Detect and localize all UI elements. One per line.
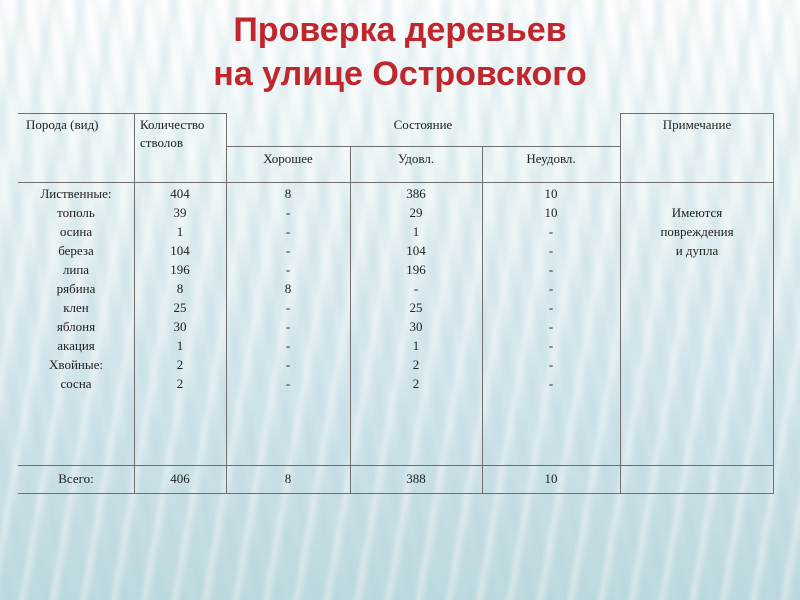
unsatisfactory-cell: - [548, 300, 554, 315]
state-subheader-border [226, 146, 620, 147]
satisfactory-cell: 1 [412, 224, 420, 239]
species-cell: клен [63, 300, 89, 315]
header-count: Количество стволов [140, 117, 205, 150]
column-satisfactory [350, 184, 482, 393]
note-line: и дупла [675, 243, 719, 258]
satisfactory-cell: 1 [412, 338, 420, 353]
species-cell: яблоня [56, 319, 96, 334]
count-cell: 2 [176, 376, 184, 391]
count-cell: 196 [170, 262, 190, 277]
note-line: Имеются [671, 205, 723, 220]
col-divider-5 [620, 113, 621, 493]
species-cell: тополь [57, 205, 95, 220]
satisfactory-cell: 386 [406, 186, 426, 201]
note-line: повреждения [660, 224, 734, 239]
header-satisfactory: Удовл. [397, 151, 435, 166]
species-cell: акация [57, 338, 95, 353]
count-cell: 39 [173, 205, 187, 220]
good-cell: 8 [284, 281, 292, 296]
table-right-border [773, 113, 774, 493]
unsatisfactory-cell: - [548, 357, 554, 372]
unsatisfactory-cell: - [548, 338, 554, 353]
title-line-2: на улице Островского [213, 55, 587, 93]
count-cell: 25 [173, 300, 187, 315]
satisfactory-cell: 25 [409, 300, 423, 315]
unsatisfactory-cell: - [548, 262, 554, 277]
unsatisfactory-cell: - [548, 319, 554, 334]
column-note [620, 203, 774, 260]
good-cell: - [285, 376, 291, 391]
column-good [226, 184, 350, 393]
species-cell: Хвойные: [49, 357, 103, 372]
total-count: 406 [170, 471, 190, 486]
species-cell: рябина [56, 281, 96, 296]
good-cell: - [285, 224, 291, 239]
unsatisfactory-cell: 10 [544, 205, 558, 220]
good-cell: - [285, 262, 291, 277]
species-cell: осина [59, 224, 93, 239]
species-cell: Лиственные: [40, 186, 112, 201]
species-cell: липа [62, 262, 90, 277]
satisfactory-cell: 2 [412, 357, 420, 372]
table-bottom-border [18, 493, 774, 494]
good-cell: - [285, 338, 291, 353]
unsatisfactory-cell: - [548, 281, 554, 296]
unsatisfactory-cell: - [548, 243, 554, 258]
column-species [18, 184, 134, 393]
count-cell: 1 [176, 338, 184, 353]
total-label: Всего: [58, 471, 94, 486]
column-count [134, 184, 226, 393]
slide-title [0, 8, 800, 96]
species-cell: сосна [60, 376, 92, 391]
unsatisfactory-cell: - [548, 224, 554, 239]
good-cell: - [285, 300, 291, 315]
header-good: Хорошее [263, 151, 313, 166]
satisfactory-cell: - [413, 281, 419, 296]
good-cell: - [285, 205, 291, 220]
total-unsatisfactory: 10 [544, 471, 558, 486]
table-top-border-right [620, 113, 774, 114]
satisfactory-cell: 30 [409, 319, 423, 334]
count-cell: 30 [173, 319, 187, 334]
count-cell: 8 [176, 281, 184, 296]
header-unsatisfactory: Неудовл. [526, 151, 576, 166]
satisfactory-cell: 2 [412, 376, 420, 391]
column-unsatisfactory [482, 184, 620, 393]
count-cell: 1 [176, 224, 184, 239]
count-cell: 104 [170, 243, 190, 258]
total-good: 8 [284, 471, 292, 486]
satisfactory-cell: 29 [409, 205, 423, 220]
unsatisfactory-cell: - [548, 376, 554, 391]
header-state: Состояние [393, 117, 453, 132]
total-satisfactory: 388 [406, 471, 426, 486]
title-line-1: Проверка деревьев [233, 11, 567, 49]
satisfactory-cell: 196 [406, 262, 426, 277]
count-cell: 404 [170, 186, 190, 201]
total-top-border [18, 465, 774, 466]
good-cell: - [285, 357, 291, 372]
good-cell: 8 [284, 186, 292, 201]
header-bottom-border [18, 182, 774, 183]
header-species: Порода (вид) [26, 117, 99, 132]
good-cell: - [285, 319, 291, 334]
good-cell: - [285, 243, 291, 258]
species-cell: береза [58, 243, 94, 258]
header-note: Примечание [662, 117, 732, 132]
table-top-border-left [18, 113, 226, 114]
unsatisfactory-cell: 10 [544, 186, 558, 201]
satisfactory-cell: 104 [406, 243, 426, 258]
count-cell: 2 [176, 357, 184, 372]
